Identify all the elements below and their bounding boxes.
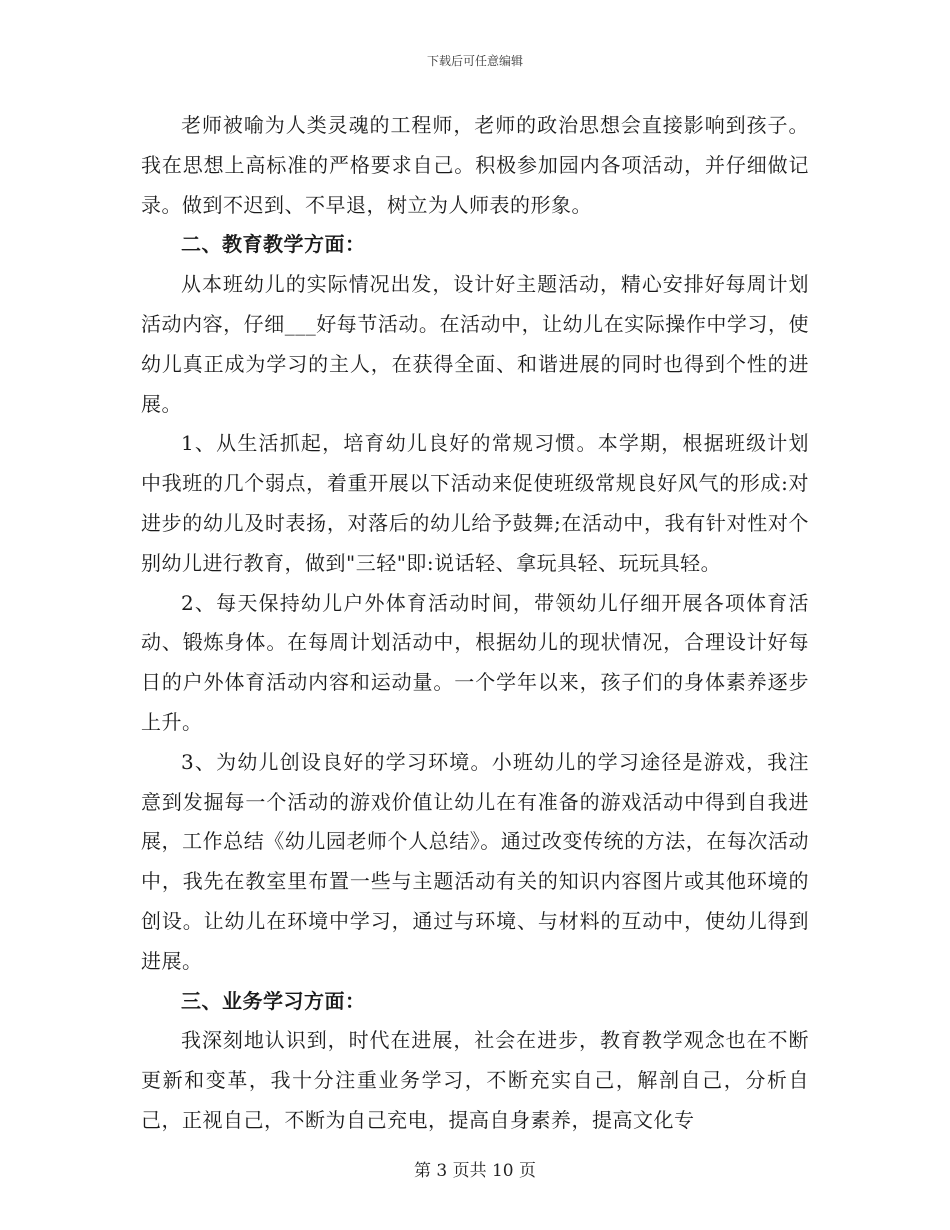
paragraph-item-3: 3、为幼儿创设良好的学习环境。小班幼儿的学习途径是游戏，我注意到发掘每一个活动的游戏价值让幼儿在有准备的游戏活动中得到自我进展，工作总结《幼儿园老师个人总结》。通过改变传统的方法，在每次活动中，我先在教室里布置一些与主题活动有关的知识内容图片或其他环境的创设。让幼儿在环境中学习，通过与环境、与材料的互动中，使幼儿得到进展。 xyxy=(141,749,809,973)
document-body xyxy=(141,106,809,1141)
paragraph-intro: 老师被喻为人类灵魂的工程师，老师的政治思想会直接影响到孩子。我在思想上高标准的严格要求自己。积极参加园内各项活动，并仔细做记录。做到不迟到、不早退，树立为人师表的形象。 xyxy=(141,113,809,217)
paragraph-item-2: 2、每天保持幼儿户外体育活动时间，带领幼儿仔细开展各项体育活动、锻炼身体。在每周计划活动中，根据幼儿的现状情况，合理设计好每日的户外体育活动内容和运动量。一个学年以来，孩子们的身体素养逐步上升。 xyxy=(141,590,809,734)
paragraph-item-1: 1、从生活抓起，培育幼儿良好的常规习惯。本学期，根据班级计划中我班的几个弱点，着重开展以下活动来促使班级常规良好风气的形成:对进步的幼儿及时表扬，对落后的幼儿给予鼓舞;在活动中，我有针对性对个别幼儿进行教育，做到"三轻"即:说话轻、拿玩具轻、玩玩具轻。 xyxy=(141,431,809,575)
paragraph-teaching-overview: 从本班幼儿的实际情况出发，设计好主题活动，精心安排好每周计划活动内容，仔细___好每节活动。在活动中，让幼儿在实际操作中学习，使幼儿真正成为学习的主人，在获得全面、和谐进展的同时也得到个性的进展。 xyxy=(141,272,809,416)
page-number: 第 3 页共 10 页 xyxy=(413,1161,537,1181)
section-heading-study: 三、业务学习方面： xyxy=(181,988,366,1013)
section-heading-teaching: 二、教育教学方面： xyxy=(181,232,366,257)
page-header: 下载后可任意编辑 xyxy=(426,54,523,68)
paragraph-study: 我深刻地认识到，时代在进展，社会在进步，教育教学观念也在不断更新和变革，我十分注重业务学习，不断充实自己，解剖自己，分析自己，正视自己，不断为自己充电，提高自身素养，提高文化专 xyxy=(141,1028,809,1132)
